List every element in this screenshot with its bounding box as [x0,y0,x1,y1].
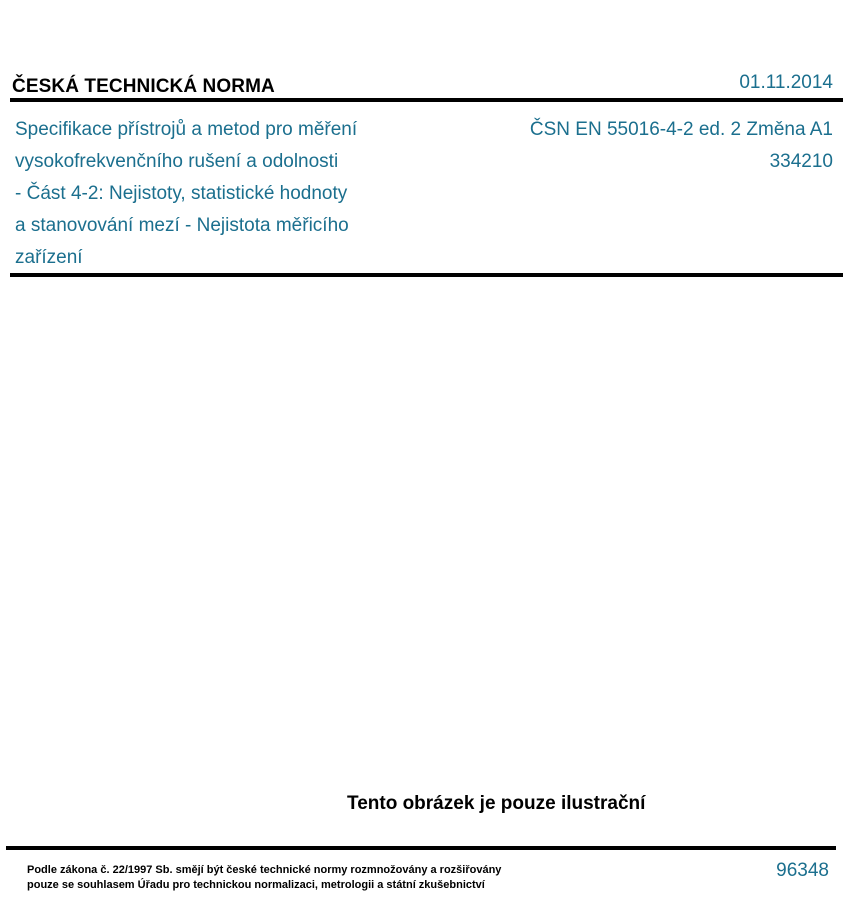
title-line: Specifikace přístrojů a metod pro měření [15,119,358,140]
title-divider [10,273,843,277]
issue-date: 01.11.2014 [739,72,833,93]
legal-line: pouze se souhlasem Úřadu pro technickou normalizaci, metrologii a státní zkušebnictví [27,879,485,891]
copyright-notice [27,863,501,893]
catalog-number: 96348 [776,860,829,881]
standard-identifier [530,114,833,178]
classification-code: 334210 [769,151,833,172]
title-line: - Část 4-2: Nejistoty, statistické hodnoty [15,183,348,204]
legal-line: Podle zákona č. 22/1997 Sb. smějí být české technické normy rozmnožovány a rozšiřovány [27,864,502,876]
illustration-note: Tento obrázek je pouze ilustrační [347,793,646,814]
standard-designation: ČSN EN 55016-4-2 ed. 2 Změna A1 [529,119,833,140]
header-divider [10,98,843,102]
title-line: zařízení [15,247,83,268]
standard-title [15,114,435,274]
footer-divider [6,846,836,850]
norm-label: ČESKÁ TECHNICKÁ NORMA [12,76,275,97]
title-line: vysokofrekvenčního rušení a odolnosti [15,151,339,172]
title-line: a stanovování mezí - Nejistota měřicího [15,215,349,236]
